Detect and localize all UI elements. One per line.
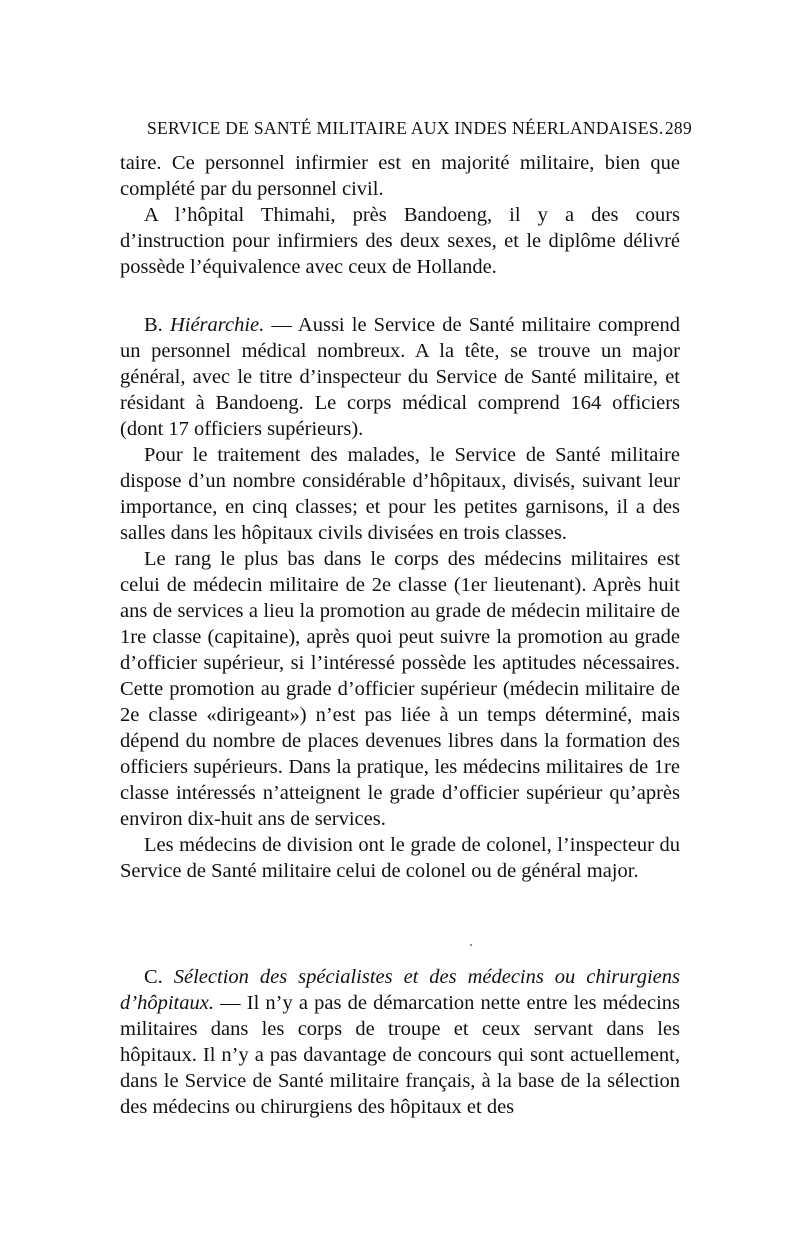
paragraph: Les médecins de division ont le grade de colonel, l’inspecteur du Service de Santé militaire celui de colonel ou de général major.: [120, 834, 680, 882]
section-b: [120, 312, 680, 884]
running-header: [147, 118, 692, 139]
paragraph: A l’hôpital Thimahi, près Bandoeng, il y a des cours d’instruction pour infirmiers des deux sexes, et le diplôme délivré possède l’équivalence avec ceux de Hollande.: [120, 204, 680, 278]
section-label: C.: [144, 966, 163, 988]
paragraph: Pour le traitement des malades, le Service de Santé militaire dispose d’un nombre considérable d’hôpitaux, divisés, suivant leur importance, en cinq classes; et pour les petites garnisons, il a des salles dans les hôpitaux civils divisées en trois classes.: [120, 444, 680, 544]
page-number: 289: [664, 118, 692, 138]
section-c: [120, 964, 680, 1120]
section-a: [120, 150, 680, 280]
print-speck: [470, 944, 472, 946]
paragraph: [120, 312, 680, 442]
paragraph-text: — Il n’y a pas de démarcation nette entre les médecins militaires dans les corps de troupe et ceux servant dans les hôpitaux. Il n’y a pas davantage de concours qui sont actuellement, dans le Service de Santé militaire français, à la base de la sélection des médecins ou chirurgiens des hôpitaux et des: [120, 992, 680, 1118]
section-label: B.: [144, 314, 163, 336]
paragraph: taire. Ce personnel infirmier est en majorité militaire, bien que complété par du personnel civil.: [120, 152, 680, 200]
section-heading: Sélection des spécialistes et des médecins ou chirurgiens d’hôpitaux.: [120, 966, 680, 1014]
paragraph: [120, 964, 680, 1120]
running-title: SERVICE DE SANTÉ MILITAIRE AUX INDES NÉERLANDAISES.: [147, 118, 664, 138]
section-heading: Hiérarchie.: [169, 314, 265, 336]
paragraph: Le rang le plus bas dans le corps des médecins militaires est celui de médecin militaire de 2e classe (1er lieutenant). Après huit ans de services a lieu la promotion au grade de médecin militaire de 1re classe (capitaine), après quoi peut suivre la promotion au grade d’officier supérieur, si l’intéressé possède les aptitudes nécessaires. Cette promotion au grade d’officier supérieur (médecin militaire de 2e classe «dirigeant») n’est pas liée à un temps déterminé, mais dépend du nombre de places devenues libres dans la formation des officiers supérieurs. Dans la pratique, les médecins militaires de 1re classe intéressés n’atteignent le grade d’officier supérieur qu’après environ dix-huit ans de services.: [120, 548, 680, 830]
paragraph-text: — Aussi le Service de Santé militaire comprend un personnel médical nombreux. A la tête, se trouve un major général, avec le titre d’inspecteur du Service de Santé militaire, et résidant à Bandoeng. Le corps médical comprend 164 officiers (dont 17 officiers supérieurs).: [120, 314, 680, 440]
